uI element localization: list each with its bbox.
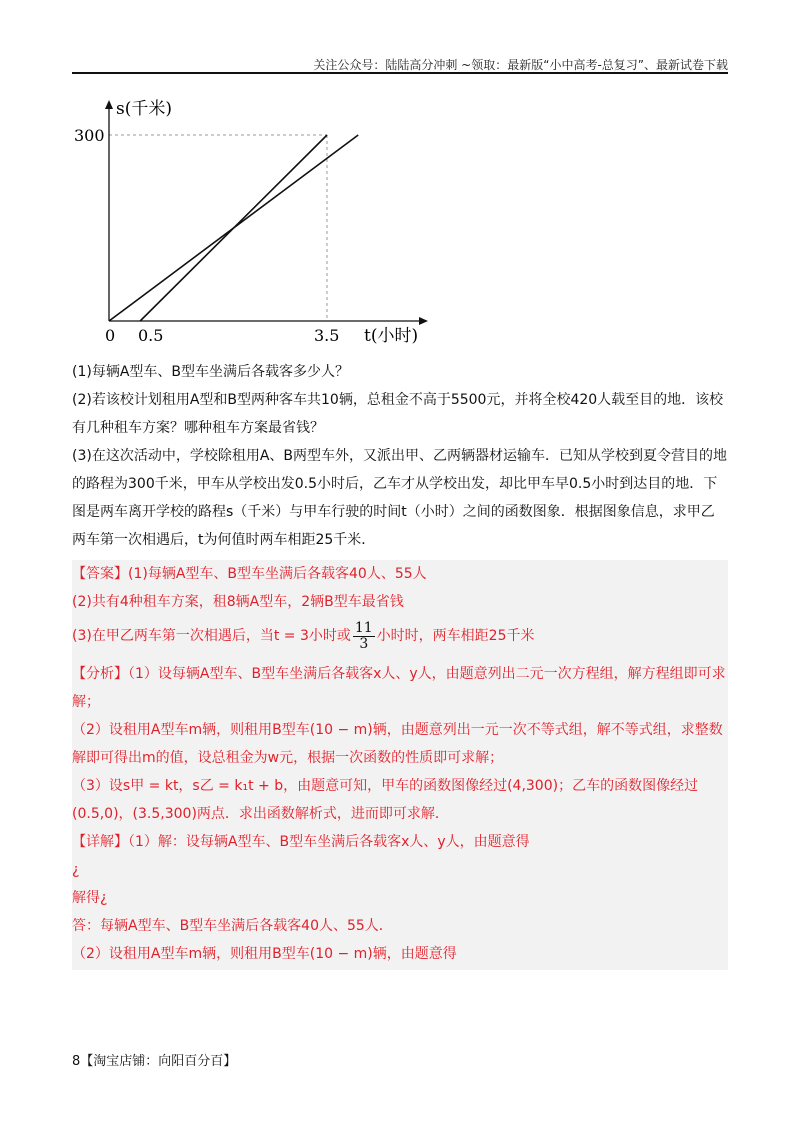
question-1: (1)每辆A型车、B型车坐满后各载客多少人？ (72, 364, 350, 380)
answer-3-pre: (3)在甲乙两车第一次相遇后，当t = 3小时或 (72, 628, 351, 644)
y-axis-arrow (105, 100, 113, 109)
x-tick-3-5: 3.5 (314, 326, 340, 345)
detail-3: 解得¿ (72, 890, 108, 906)
detail-4: 答：每辆A型车、B型车坐满后各载客40人、55人． (72, 918, 393, 934)
analysis-3: （3）设s甲 = kt，s乙 = k₁t + b，由题意可知，甲车的函数图像经过(4,300)；乙车的函数图像经过(0.5,0)，(3.5,300)两点．求出函数解析式，进而即可求解． (72, 778, 699, 822)
detail-line-1 (72, 828, 728, 856)
page-footer: 8【淘宝店铺：向阳百分百】 (72, 1054, 237, 1069)
answer-1: (1)每辆A型车、B型车坐满后各载客40人、55人 (128, 566, 427, 582)
answer-3-post: 小时时，两车相距25千米 (376, 628, 535, 644)
analysis-label: 【分析】 (72, 666, 128, 682)
answer-label: 【答案】 (72, 566, 128, 582)
page-header: 关注公众号：陆陆高分冲刺 ~领取：最新版“小中高考-总复习”、最新试卷下载 (313, 58, 728, 72)
answer-2: (2)共有4种租车方案，租8辆A型车，2辆B型车最省钱 (72, 594, 404, 610)
question-2: (2)若该校计划租用A型和B型两种客车共10辆，总租金不高于5500元，并将全校420人载至目的地．该校有几种租车方案？哪种租车方案最省钱？ (72, 392, 724, 436)
analysis-1: （1）设每辆A型车、B型车坐满后各载客x人、y人，由题意列出二元一次方程组，解方程组即可求解； (72, 666, 726, 710)
analysis-2: （2）设租用A型车m辆，则租用B型车(10 − m)辆，由题意列出一元一次不等式组，解不等式组，求整数解即可得出m的值，设总租金为w元，根据一次函数的性质即可求解； (72, 722, 723, 766)
y-axis-label: s(千米) (116, 99, 172, 119)
distance-time-graph (72, 92, 442, 354)
answer-line-3 (72, 616, 728, 656)
y-tick-300: 300 (74, 126, 105, 145)
fraction-11-3 (353, 621, 375, 652)
answer-line-1 (72, 560, 728, 588)
analysis-line-1 (72, 660, 728, 716)
detail-2: ¿ (72, 862, 80, 878)
content (72, 358, 728, 970)
x-axis-label: t(小时) (364, 326, 419, 346)
header-rule (72, 72, 728, 74)
line-car-yi (140, 135, 327, 321)
detail-label: 【详解】 (72, 834, 128, 850)
detail-5: （2）设租用A型车m辆，则租用B型车(10 − m)辆，由题意得 (72, 946, 457, 962)
x-tick-0: 0 (105, 326, 116, 345)
x-tick-0-5: 0.5 (138, 326, 164, 345)
fraction-denominator: 3 (359, 635, 369, 652)
x-axis-arrow (419, 317, 428, 325)
fraction-numerator: 11 (354, 619, 373, 636)
question-3: (3)在这次活动中，学校除租用A、B两型车外，又派出甲、乙两辆器材运输车．已知从学校到夏令营目的地的路程为300千米，甲车从学校出发0.5小时后，乙车才从学校出发，却比甲车早0.5小时到达目的地．下图是两车离开学校的路程s（千米）与甲车行驶的时间t（小时）之间的函数图象．根据图象信息，求甲乙两车第一次相遇后，t为何值时两车相距25千米． (72, 448, 728, 548)
detail-1: （1）解：设每辆A型车、B型车坐满后各载客x人、y人，由题意得 (128, 834, 530, 850)
answer-section (72, 560, 728, 970)
